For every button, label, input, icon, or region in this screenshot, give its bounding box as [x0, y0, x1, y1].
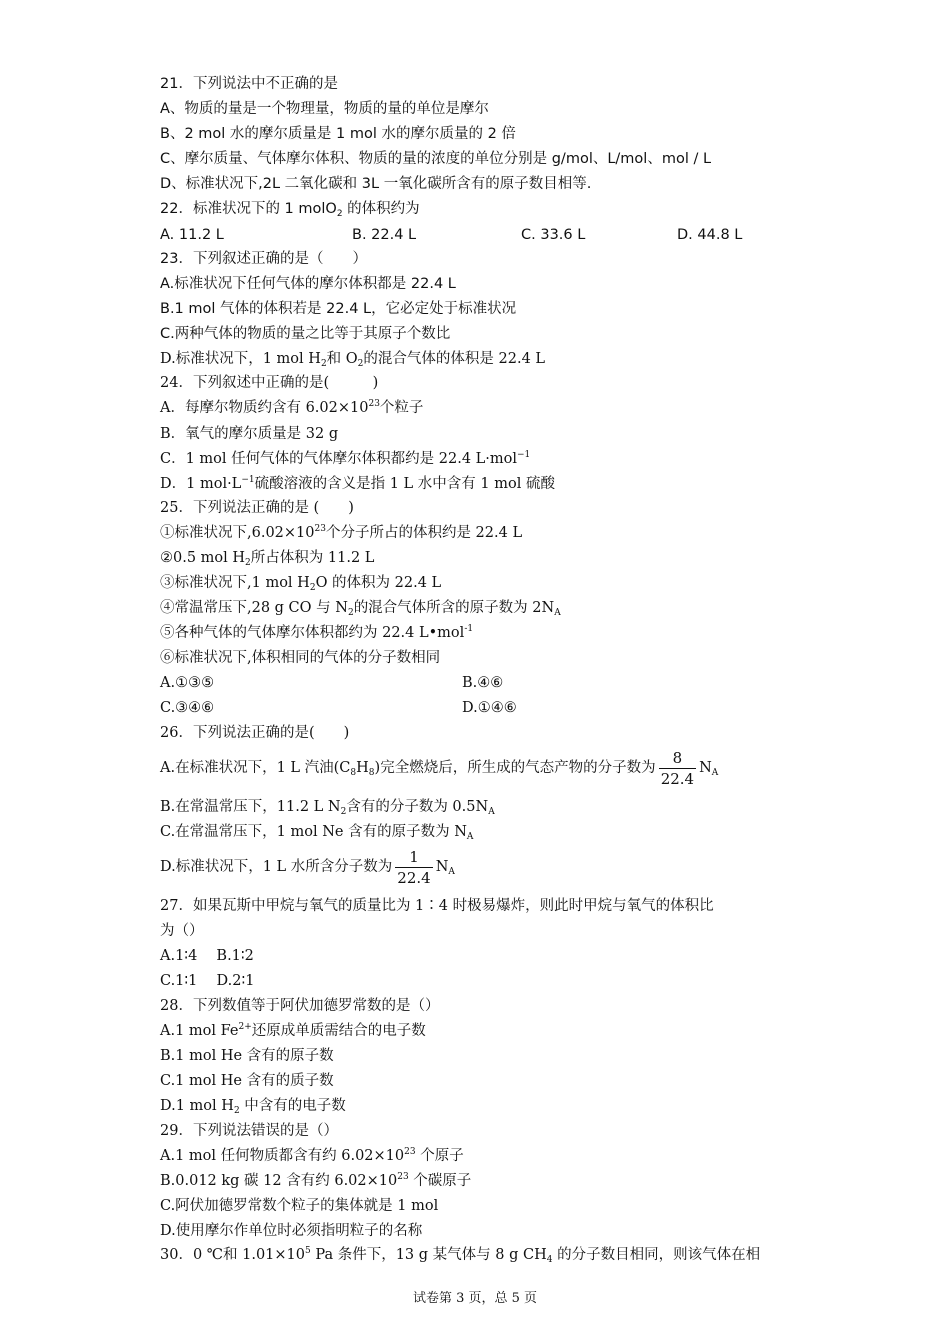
question-28-stem: 28．下列数值等于阿伏加德罗常数的是（）	[160, 998, 440, 1014]
question-25-statement-6: ⑥标准状况下,体积相同的气体的分子数相同	[160, 650, 441, 666]
q26-d-numerator: 1	[395, 847, 432, 868]
q29-a-text: A.1 mol 任何物质都含有约 6.02×10	[160, 1148, 405, 1164]
q25-s3-text-2: O 的体积为 22.4 L	[315, 575, 442, 591]
question-22-option-b: B. 22.4 L	[352, 227, 417, 243]
q23-d-text-2: 和 O	[326, 351, 358, 367]
q28-d-sub: 2	[233, 1106, 240, 1116]
q28-a-text: A.1 mol Fe	[160, 1023, 239, 1039]
q26-a-sub-2: 8	[368, 768, 375, 778]
question-26-option-c	[160, 822, 473, 842]
q24-d-text-2: 硫酸溶液的含义是指 1 L 水中含有 1 mol 硫酸	[254, 476, 555, 492]
q25-s4-text-2: 的混合气体所含的原子数为 2N	[353, 600, 555, 616]
q28-a-sup: 2+	[238, 1022, 252, 1032]
q24-d-sup: −1	[241, 475, 255, 485]
question-25-option-c: C.③④⑥	[160, 700, 215, 716]
question-21-option-a: A、物质的量是一个物理量，物质的量的单位是摩尔	[160, 101, 489, 117]
q26-c-sub: A	[466, 832, 474, 842]
q25-s5-sup: -1	[464, 624, 474, 634]
q26-b-text-2: 含有的分子数为 0.5N	[346, 799, 489, 815]
q26-d-text: D.标准状况下，1 L 水所含分子数为	[160, 859, 393, 875]
question-21-stem: 21．下列说法中不正确的是	[160, 76, 338, 92]
q22-stem-text: 22．标准状况下的 1 molO	[160, 201, 337, 217]
q26-a-numerator: 8	[659, 748, 696, 769]
q26-b-sub-2: A	[488, 807, 495, 817]
question-25-statement-2	[160, 548, 374, 568]
q24-c-text: C．1 mol 任何气体的气体摩尔体积都约是 22.4 L·mol	[160, 451, 518, 467]
q28-d-text: D.1 mol H	[160, 1098, 234, 1114]
question-28-option-a	[160, 1021, 426, 1041]
q25-s2-text: ②0.5 mol H	[160, 550, 246, 566]
q26-a-denominator: 22.4	[660, 769, 695, 788]
question-25-statement-3	[160, 573, 441, 593]
question-24-option-d	[160, 474, 555, 494]
question-25-statement-1	[160, 523, 522, 543]
q23-d-sub-1: 2	[320, 359, 327, 369]
question-24-option-a	[160, 398, 423, 418]
page-footer: 试卷第 3 页，总 5 页	[412, 1291, 538, 1306]
q28-a-text-2: 还原成单质需结合的电子数	[251, 1023, 426, 1039]
q26-a-text: A.在标准状况下，1 L 汽油(C	[160, 760, 351, 776]
question-28-option-c: C.1 mol He 含有的质子数	[160, 1073, 334, 1089]
question-21-option-c: C、摩尔质量、气体摩尔体积、物质的量的浓度的单位分别是 g/mol、L/mol、mol / L	[160, 151, 712, 167]
question-26-stem: 26．下列说法正确的是( )	[160, 725, 350, 741]
q26-d-denominator: 22.4	[397, 868, 431, 887]
q23-d-text: D.标准状况下，1 mol H	[160, 351, 321, 367]
q25-s2-text-2: 所占体积为 11.2 L	[250, 550, 375, 566]
q26-b-text: B.在常温常压下，11.2 L N	[160, 799, 341, 815]
question-23-option-c: C.两种气体的物质的量之比等于其原子个数比	[160, 326, 451, 342]
question-29-option-a	[160, 1146, 464, 1166]
q29-b-text-2: 个碳原子	[408, 1173, 472, 1189]
question-22-option-c: C. 33.6 L	[521, 227, 586, 243]
q28-d-text-2: 中含有的电子数	[239, 1098, 346, 1114]
q26-d-n-sub: A	[448, 867, 455, 877]
question-24-stem: 24．下列叙述中正确的是( )	[160, 375, 379, 391]
q26-a-n-sub: A	[711, 768, 719, 778]
q30-text-2: Pa 条件下，13 g 某气体与 8 g CH	[310, 1247, 547, 1263]
question-28-option-b: B.1 mol He 含有的原子数	[160, 1048, 334, 1064]
question-23-option-a: A.标准状况下任何气体的摩尔体积都是 22.4 L	[160, 276, 456, 292]
q26-c-text: C.在常温常压下，1 mol Ne 含有的原子数为 N	[160, 824, 467, 840]
question-29-stem: 29．下列说法错误的是（）	[160, 1123, 338, 1139]
q24-c-sup: −1	[517, 450, 531, 460]
q29-b-sup: 23	[397, 1172, 409, 1182]
question-25-statement-4	[160, 598, 561, 618]
question-25-statement-5	[160, 623, 473, 643]
question-27-stem-line-1: 27．如果瓦斯中甲烷与氧气的质量比为 1∶4 时极易爆炸，则此时甲烷与氧气的体积比	[160, 898, 714, 914]
question-26-option-b	[160, 797, 495, 817]
q29-a-text-2: 个原子	[415, 1148, 464, 1164]
q22-stem-text-2: 的体积约为	[342, 201, 420, 217]
q25-s1-text: ①标准状况下,6.02×10	[160, 525, 315, 541]
question-25-stem: 25．下列说法正确的是 ( )	[160, 500, 354, 516]
q30-text-3: 的分子数目相同，则该气体在相	[552, 1247, 761, 1263]
q25-s1-sup: 23	[314, 524, 326, 534]
q26-a-text-3: )完全燃烧后，所生成的气态产物的分子数为	[374, 760, 656, 776]
question-25-option-d: D.①④⑥	[462, 700, 517, 716]
q25-s4-text: ④常温常压下,28 g CO 与 N	[160, 600, 348, 616]
q25-s3-sub: 2	[309, 583, 316, 593]
question-24-option-c	[160, 449, 530, 469]
question-27-stem-line-2: 为（）	[160, 923, 204, 939]
q26-d-n: N	[435, 859, 449, 875]
q26-a-fraction	[659, 748, 696, 789]
question-21-option-b: B、2 mol 水的摩尔质量是 1 mol 水的摩尔质量的 2 倍	[160, 126, 516, 142]
q26-a-n: N	[699, 760, 712, 776]
question-24-option-b: B．氧气的摩尔质量是 32 g	[160, 426, 339, 442]
q25-s3-text: ③标准状况下,1 mol H	[160, 575, 310, 591]
q30-text: 30．0 ℃和 1.01×10	[160, 1247, 305, 1263]
q22-stem-sub: 2	[336, 209, 343, 219]
q24-a-text: A．每摩尔物质约含有 6.02×10	[160, 400, 369, 416]
q23-d-sub-2: 2	[357, 359, 364, 369]
question-23-stem: 23．下列叙述正确的是（ ）	[160, 251, 367, 267]
question-27-options-ab: A.1∶4 B.1∶2	[160, 948, 254, 964]
q26-d-fraction	[395, 847, 432, 888]
question-30-stem	[160, 1245, 760, 1265]
q23-d-text-3: 的混合气体的体积是 22.4 L	[363, 351, 546, 367]
question-23-option-d	[160, 349, 545, 369]
q26-a-text-2: H	[356, 760, 369, 776]
question-23-option-b: B.1 mol 气体的体积若是 22.4 L，它必定处于标准状况	[160, 301, 517, 317]
question-26-option-d	[160, 846, 455, 888]
question-21-option-d: D、标准状况下,2L 二氧化碳和 3L 一氧化碳所含有的原子数目相等.	[160, 176, 592, 192]
question-29-option-b	[160, 1171, 471, 1191]
question-27-options-cd: C.1∶1 D.2∶1	[160, 973, 255, 989]
question-22-option-a: A. 11.2 L	[160, 227, 224, 243]
q25-s4-sub: 2	[347, 608, 354, 618]
q25-s1-text-2: 个分子所占的体积约是 22.4 L	[325, 525, 523, 541]
q30-sub: 4	[546, 1255, 553, 1265]
q24-a-text-2: 个粒子	[379, 400, 424, 416]
q30-sup: 5	[305, 1246, 311, 1256]
question-22-option-d: D. 44.8 L	[677, 227, 743, 243]
q24-a-sup: 23	[368, 399, 380, 409]
q24-d-text: D．1 mol·L	[160, 476, 242, 492]
question-29-option-c: C.阿伏加德罗常数个粒子的集体就是 1 mol	[160, 1198, 439, 1214]
question-26-option-a	[160, 747, 718, 789]
q29-a-sup: 23	[404, 1147, 416, 1157]
q26-b-sub-1: 2	[340, 807, 347, 817]
question-25-option-b: B.④⑥	[462, 675, 504, 691]
question-25-option-a: A.①③⑤	[160, 675, 215, 691]
q25-s5-text: ⑤各种气体的气体摩尔体积都约为 22.4 L•mol	[160, 625, 465, 641]
question-29-option-d: D.使用摩尔作单位时必须指明粒子的名称	[160, 1223, 423, 1239]
question-28-option-d	[160, 1096, 346, 1116]
q26-a-sub-1: 8	[350, 768, 357, 778]
q25-s4-sub-2: A	[554, 608, 561, 618]
question-22-stem	[160, 199, 420, 219]
q29-b-text: B.0.012 kg 碳 12 含有约 6.02×10	[160, 1173, 398, 1189]
q25-s2-sub: 2	[245, 558, 251, 568]
